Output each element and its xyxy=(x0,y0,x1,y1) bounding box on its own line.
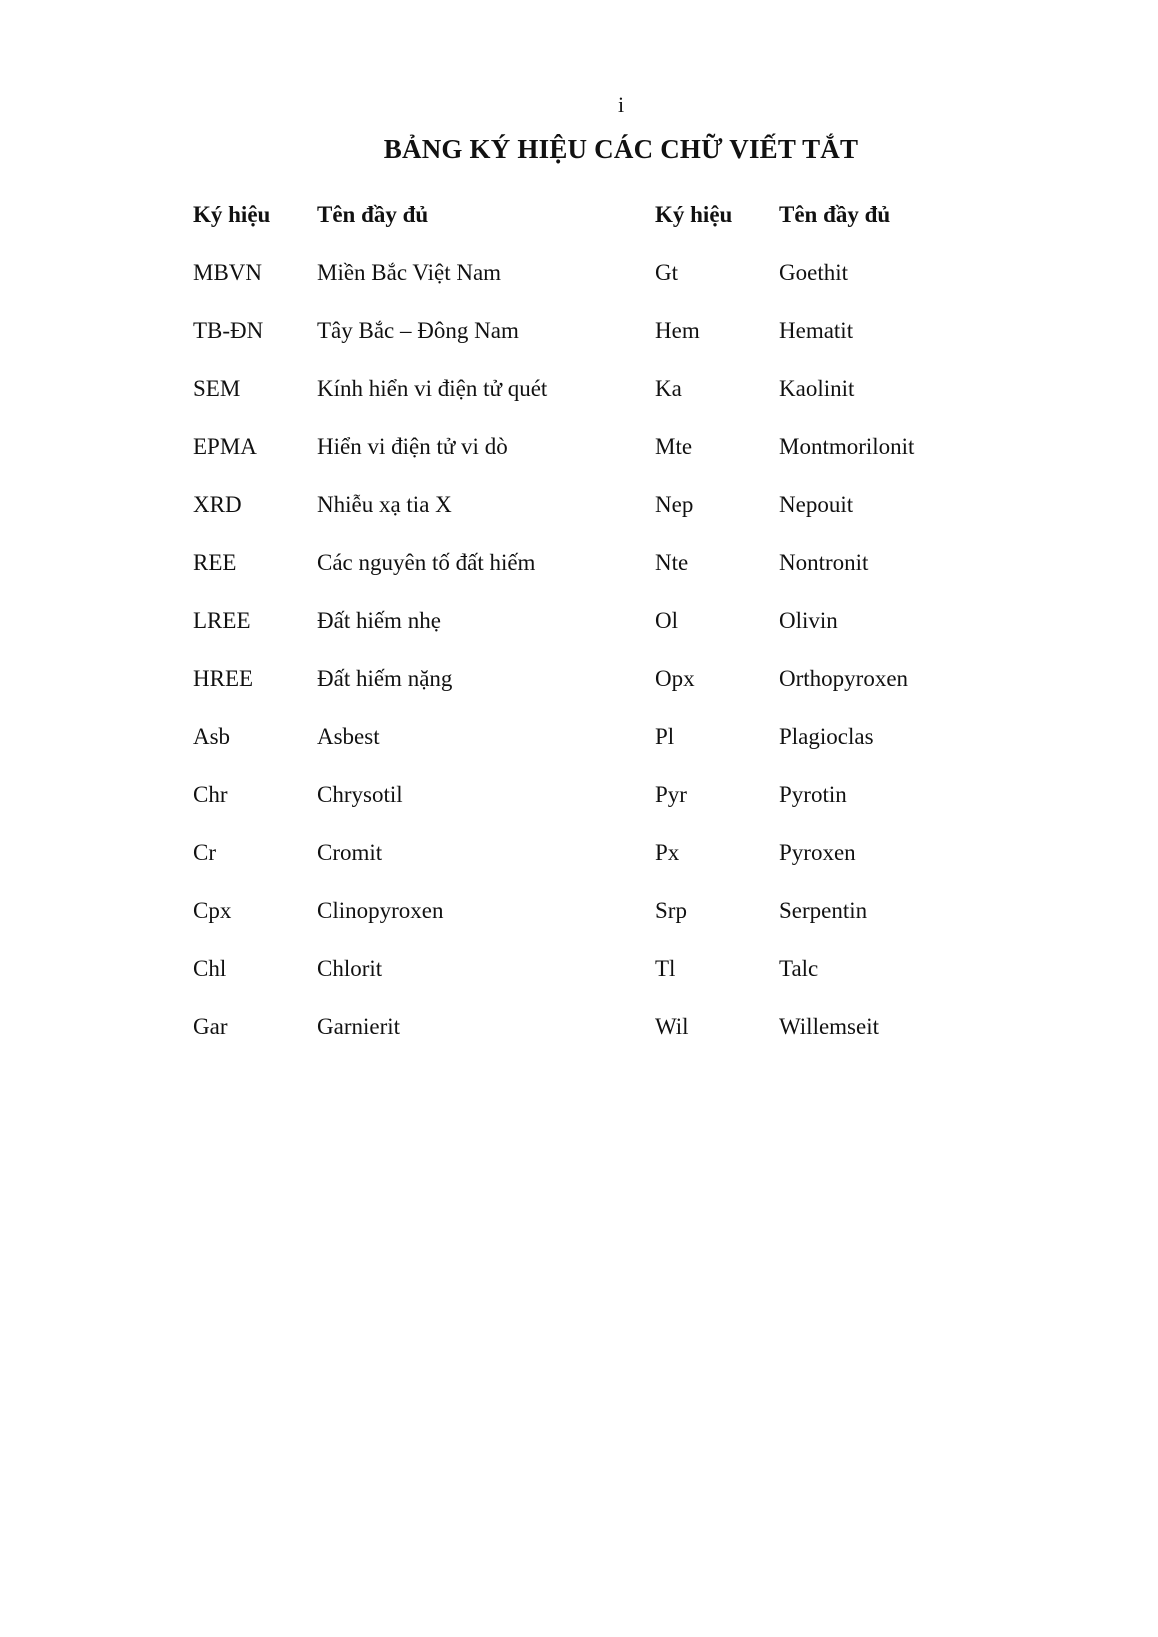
cell-symbol-left: Chr xyxy=(193,782,228,807)
cell-symbol-right: Hem xyxy=(655,318,700,343)
header-symbol-left: Ký hiệu xyxy=(193,202,271,227)
cell-fullname-left: Chrysotil xyxy=(317,782,403,807)
table-row xyxy=(0,600,1158,658)
cell-fullname-left: Đất hiếm nhẹ xyxy=(317,608,441,633)
cell-fullname-left: Hiển vi điện tử vi dò xyxy=(317,434,508,459)
table-row xyxy=(0,542,1158,600)
cell-fullname-right: Olivin xyxy=(779,608,838,633)
cell-fullname-right: Talc xyxy=(779,956,819,981)
cell-fullname-right: Pyroxen xyxy=(779,840,856,865)
cell-fullname-left: Kính hiển vi điện tử quét xyxy=(317,376,548,401)
header-fullname-left: Tên đầy đủ xyxy=(317,202,429,227)
header-symbol-right: Ký hiệu xyxy=(655,202,733,227)
cell-symbol-right: Srp xyxy=(655,898,687,923)
cell-fullname-left: Đất hiếm nặng xyxy=(317,666,453,691)
cell-symbol-right: Pl xyxy=(655,724,675,749)
cell-symbol-right: Nep xyxy=(655,492,694,517)
table-row xyxy=(0,948,1158,1006)
table-row xyxy=(0,368,1158,426)
cell-fullname-right: Willemseit xyxy=(779,1014,879,1039)
table-row xyxy=(0,484,1158,542)
table-row xyxy=(0,252,1158,310)
cell-fullname-right: Goethit xyxy=(779,260,848,285)
cell-fullname-left: Garnierit xyxy=(317,1014,401,1039)
cell-symbol-right: Tl xyxy=(655,956,676,981)
table-header-row xyxy=(0,194,1158,252)
cell-symbol-left: Asb xyxy=(193,724,231,749)
cell-symbol-right: Mte xyxy=(655,434,693,459)
cell-fullname-left: Miền Bắc Việt Nam xyxy=(317,260,502,285)
cell-symbol-right: Ka xyxy=(655,376,682,401)
cell-fullname-right: Montmorilonit xyxy=(779,434,915,459)
table-row xyxy=(0,774,1158,832)
table-row xyxy=(0,890,1158,948)
cell-fullname-right: Pyrotin xyxy=(779,782,847,807)
cell-fullname-left: Các nguyên tố đất hiếm xyxy=(317,550,536,575)
cell-fullname-right: Nepouit xyxy=(779,492,854,517)
cell-fullname-right: Kaolinit xyxy=(779,376,855,401)
cell-symbol-left: EPMA xyxy=(193,434,257,459)
cell-symbol-right: Pyr xyxy=(655,782,687,807)
cell-fullname-left: Clinopyroxen xyxy=(317,898,444,923)
abbreviation-table xyxy=(0,194,1158,1064)
cell-fullname-right: Nontronit xyxy=(779,550,869,575)
cell-symbol-left: Cr xyxy=(193,840,216,865)
cell-fullname-right: Orthopyroxen xyxy=(779,666,909,691)
header-fullname-right: Tên đầy đủ xyxy=(779,202,891,227)
cell-fullname-left: Chlorit xyxy=(317,956,383,981)
page-number: i xyxy=(617,92,625,117)
cell-fullname-left: Asbest xyxy=(317,724,380,749)
cell-symbol-left: REE xyxy=(193,550,237,575)
page-title: BẢNG KÝ HIỆU CÁC CHỮ VIẾT TẮT xyxy=(383,134,859,164)
cell-symbol-left: Chl xyxy=(193,956,227,981)
cell-fullname-left: Tây Bắc – Đông Nam xyxy=(317,318,519,343)
cell-symbol-right: Ol xyxy=(655,608,678,633)
cell-fullname-left: Nhiễu xạ tia X xyxy=(317,492,452,517)
cell-fullname-right: Hematit xyxy=(779,318,854,343)
cell-symbol-left: Cpx xyxy=(193,898,232,923)
cell-fullname-right: Plagioclas xyxy=(779,724,874,749)
cell-symbol-left: XRD xyxy=(193,492,242,517)
table-body xyxy=(0,252,1158,1064)
cell-fullname-left: Cromit xyxy=(317,840,383,865)
cell-symbol-right: Px xyxy=(655,840,680,865)
cell-symbol-left: SEM xyxy=(193,376,241,401)
cell-fullname-right: Serpentin xyxy=(779,898,868,923)
cell-symbol-left: TB-ĐN xyxy=(193,318,264,343)
table-row xyxy=(0,716,1158,774)
cell-symbol-left: LREE xyxy=(193,608,251,633)
table-row xyxy=(0,426,1158,484)
cell-symbol-left: HREE xyxy=(193,666,254,691)
cell-symbol-right: Gt xyxy=(655,260,678,285)
table-row xyxy=(0,658,1158,716)
cell-symbol-left: Gar xyxy=(193,1014,228,1039)
cell-symbol-right: Opx xyxy=(655,666,695,691)
table-row xyxy=(0,1006,1158,1064)
table-row xyxy=(0,832,1158,890)
cell-symbol-right: Nte xyxy=(655,550,689,575)
cell-symbol-right: Wil xyxy=(655,1014,689,1039)
table-row xyxy=(0,310,1158,368)
cell-symbol-left: MBVN xyxy=(193,260,263,285)
